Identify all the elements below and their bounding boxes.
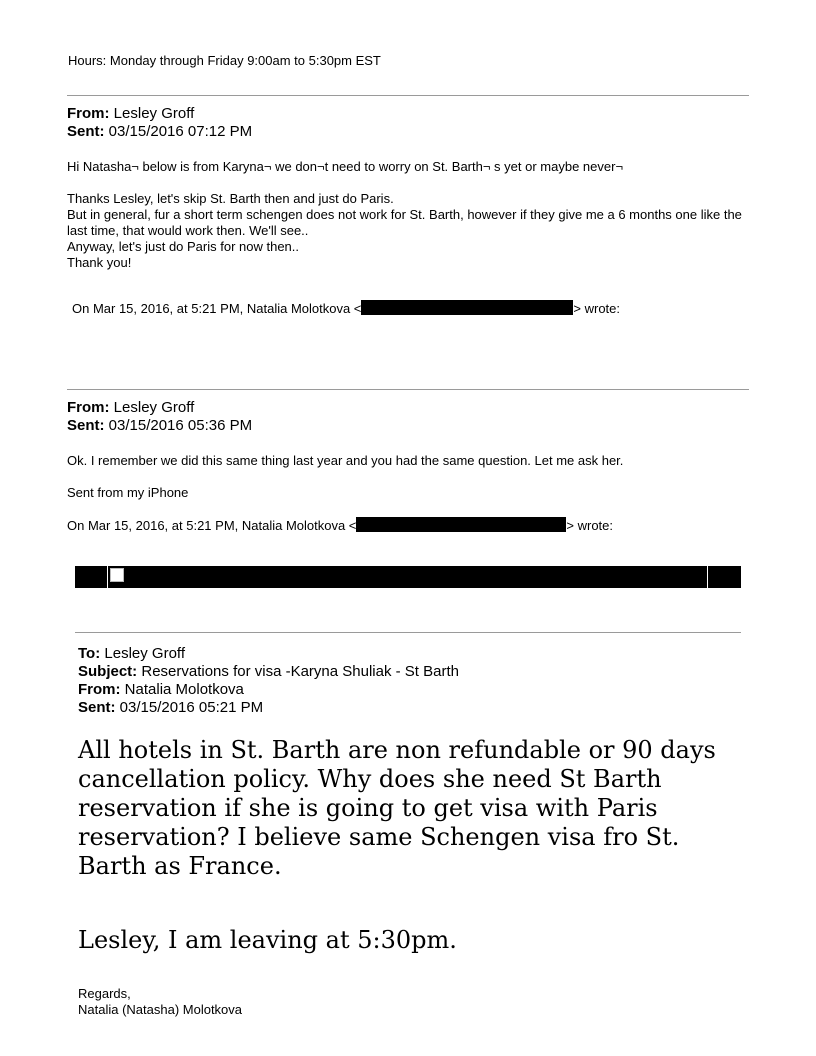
from-label: From: — [78, 681, 121, 698]
sent-value: 03/15/2016 05:36 PM — [108, 417, 253, 434]
office-hours: Hours: Monday through Friday 9:00am to 5:30pm EST — [68, 53, 381, 68]
quote-suffix: > wrote: — [566, 518, 614, 533]
email3-from — [78, 681, 244, 699]
from-value: Natalia Molotkova — [124, 681, 244, 698]
email1-body — [67, 191, 757, 271]
quote-prefix: On Mar 15, 2016, at 5:21 PM, Natalia Molotkova < — [67, 518, 357, 533]
redaction-bar — [356, 517, 566, 532]
from-value: Lesley Groff — [113, 399, 195, 416]
from-label: From: — [67, 105, 110, 122]
email3-closing: Regards, — [78, 986, 131, 1001]
email2-body: Ok. I remember we did this same thing last year and you had the same question. Let me ask her. — [67, 453, 624, 468]
redaction-bar — [361, 300, 573, 315]
email1-body-line: But in general, fur a short term schengen does not work for St. Barth, however if they give me a 6 months one like the last time, that would work then. We'll see.. — [67, 207, 742, 238]
from-value: Lesley Groff — [113, 105, 195, 122]
email3-note: Lesley, I am leaving at 5:30pm. — [78, 926, 457, 954]
email2-signature: Sent from my iPhone — [67, 485, 189, 500]
from-label: From: — [67, 399, 110, 416]
divider — [67, 95, 749, 96]
email3-body: All hotels in St. Barth are non refundable or 90 days cancellation policy. Why does she need St Barth reservation if she is going to get visa with Paris reservation? I believe same Schengen visa fro St. Barth as France. — [78, 736, 716, 880]
email2-from — [67, 399, 194, 417]
broken-image-icon — [110, 568, 124, 582]
email2-sent — [67, 417, 252, 435]
email1-body-line: Thank you! — [67, 255, 132, 270]
sent-value: 03/15/2016 05:21 PM — [119, 699, 264, 716]
subject-value: Reservations for visa -Karyna Shuliak - St Barth — [141, 663, 459, 680]
quote-suffix: > wrote: — [573, 301, 621, 316]
subject-label: Subject: — [78, 663, 138, 680]
to-label: To: — [78, 645, 101, 662]
divider — [67, 389, 749, 390]
quote-prefix: On Mar 15, 2016, at 5:21 PM, Natalia Molotkova < — [72, 301, 362, 316]
email3-signature: Natalia (Natasha) Molotkova — [78, 1002, 243, 1017]
sent-value: 03/15/2016 07:12 PM — [108, 123, 253, 140]
to-value: Lesley Groff — [104, 645, 185, 662]
sent-label: Sent: — [67, 417, 105, 434]
sent-label: Sent: — [78, 699, 116, 716]
email3-to — [78, 645, 185, 663]
email3-sent — [78, 699, 263, 717]
email1-body-line: Anyway, let's just do Paris for now then.. — [67, 239, 300, 254]
banner-divider — [707, 566, 708, 588]
email1-quote-header — [72, 300, 620, 317]
email2-quote-header — [67, 517, 613, 534]
banner-divider — [107, 566, 108, 588]
email1-sent — [67, 123, 252, 141]
email1-intro: Hi Natasha¬ below is from Karyna¬ we don¬t need to worry on St. Barth¬ s yet or maybe never¬ — [67, 159, 624, 174]
email1-body-line: Thanks Lesley, let's skip St. Barth then and just do Paris. — [67, 191, 394, 206]
sent-label: Sent: — [67, 123, 105, 140]
redacted-banner — [75, 566, 741, 588]
divider — [75, 632, 741, 633]
email3-subject — [78, 663, 459, 681]
email1-from — [67, 105, 194, 123]
